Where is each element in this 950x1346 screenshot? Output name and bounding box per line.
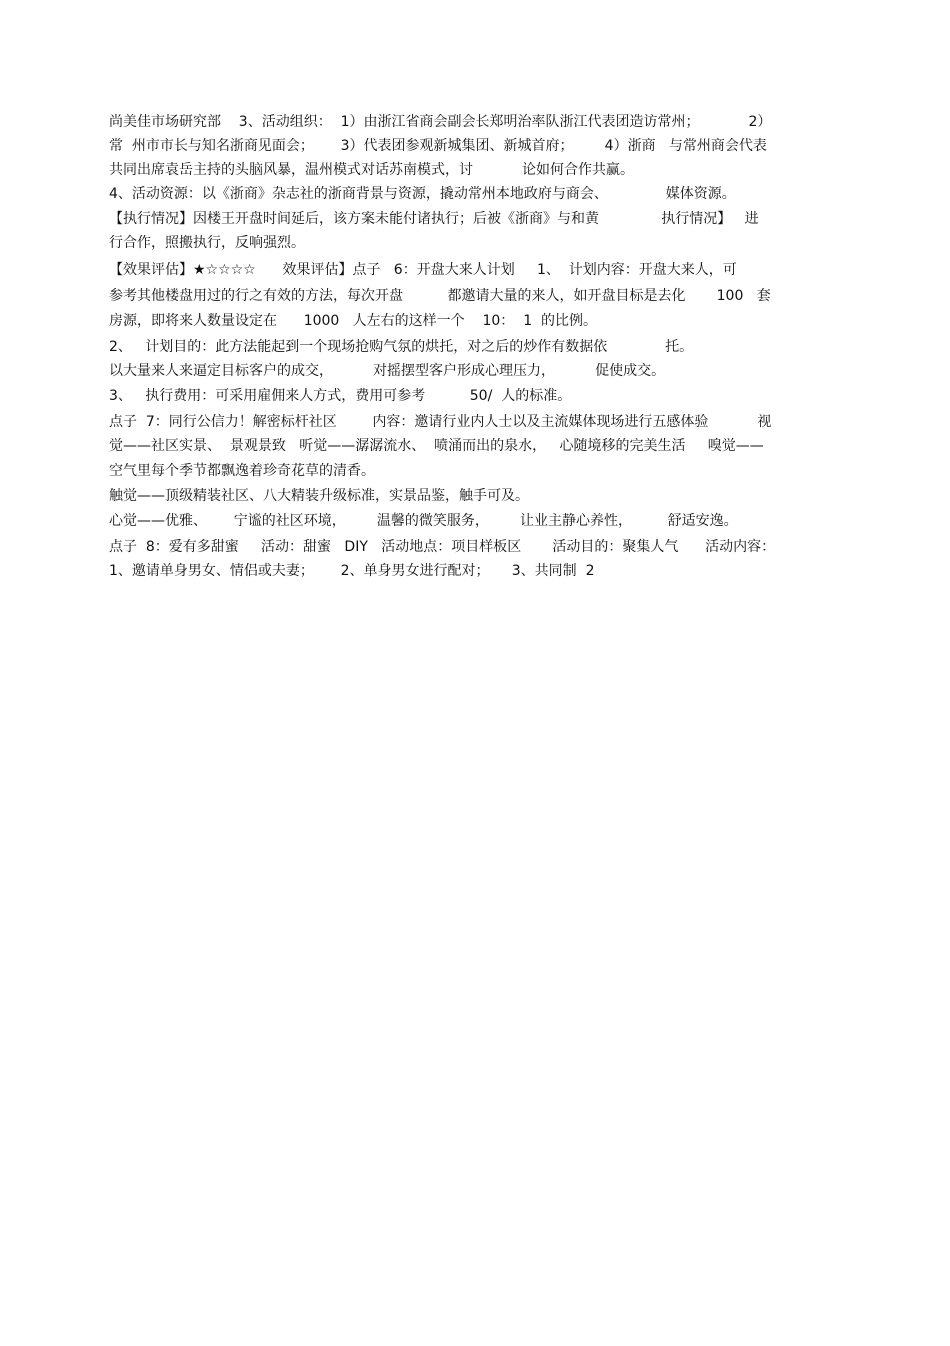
text-line: 1、邀请单身男女、情侣或夫妻； 2、单身男女进行配对； 3、共同制 2 bbox=[109, 563, 595, 579]
text-line: 点子 7：同行公信力！解密标杆社区 内容：邀请行业内人士以及主流媒体现场进行五感体验 视 bbox=[109, 414, 772, 430]
text-line: 常 州市市长与知名浙商见面会； 3）代表团参观新城集团、新城首府； 4）浙商 与常州商会代表 bbox=[109, 138, 767, 154]
text-line: 行合作，照搬执行，反响强烈。 bbox=[109, 235, 305, 251]
text-line: 点子 8：爱有多甜蜜 活动：甜蜜 DIY 活动地点：项目样板区 活动目的：聚集人气 活动内容： bbox=[109, 539, 776, 555]
text-line: 触觉——顶级精装社区、八大精装升级标准，实景品鉴，触手可及。 bbox=[109, 488, 529, 504]
text-line: 心觉——优雅、 宁谧的社区环境， 温馨的微笑服务， 让业主静心养性， 舒适安逸。 bbox=[109, 513, 738, 529]
text-line: 3、 执行费用：可采用雇佣来人方式，费用可参考 50/ 人的标准。 bbox=[109, 388, 572, 404]
text-line: 【执行情况】因楼王开盘时间延后，该方案未能付诸执行；后被《浙商》与和黄 执行情况】 进 bbox=[109, 211, 759, 227]
text-line: 【效果评估】★☆☆☆☆ 效果评估】点子 6：开盘大来人计划 1、 计划内容：开盘大来人，可 bbox=[109, 262, 737, 278]
text-line: 2、 计划目的：此方法能起到一个现场抢购气氛的烘托，对之后的炒作有数据依 托。 bbox=[109, 339, 694, 355]
text-line: 4、活动资源：以《浙商》杂志社的浙商背景与资源，撬动常州本地政府与商会、 媒体资源。 bbox=[109, 186, 736, 202]
text-line: 参考其他楼盘用过的行之有效的方法，每次开盘 都邀请大量的来人，如开盘目标是去化 100 套 bbox=[109, 288, 771, 304]
text-line: 觉——社区实景、 景观景致 听觉——潺潺流水、 喷涌而出的泉水， 心随境移的完美生活 嗅觉—— bbox=[109, 438, 764, 454]
text-line: 共同出席袁岳主持的头脑风暴，温州模式对话苏南模式，讨 论如何合作共赢。 bbox=[109, 162, 634, 178]
text-line: 房源，即将来人数量设定在 1000 人左右的这样一个 10： 1 的比例。 bbox=[109, 313, 598, 329]
text-line: 尚美佳市场研究部 3、活动组织： 1）由浙江省商会副会长郑明治率队浙江代表团造访常州； 2） bbox=[109, 114, 772, 130]
text-line: 空气里每个季节都飘逸着珍奇花草的清香。 bbox=[109, 463, 375, 479]
text-line: 以大量来人来逼定目标客户的成交， 对摇摆型客户形成心理压力， 促使成交。 bbox=[109, 363, 666, 379]
